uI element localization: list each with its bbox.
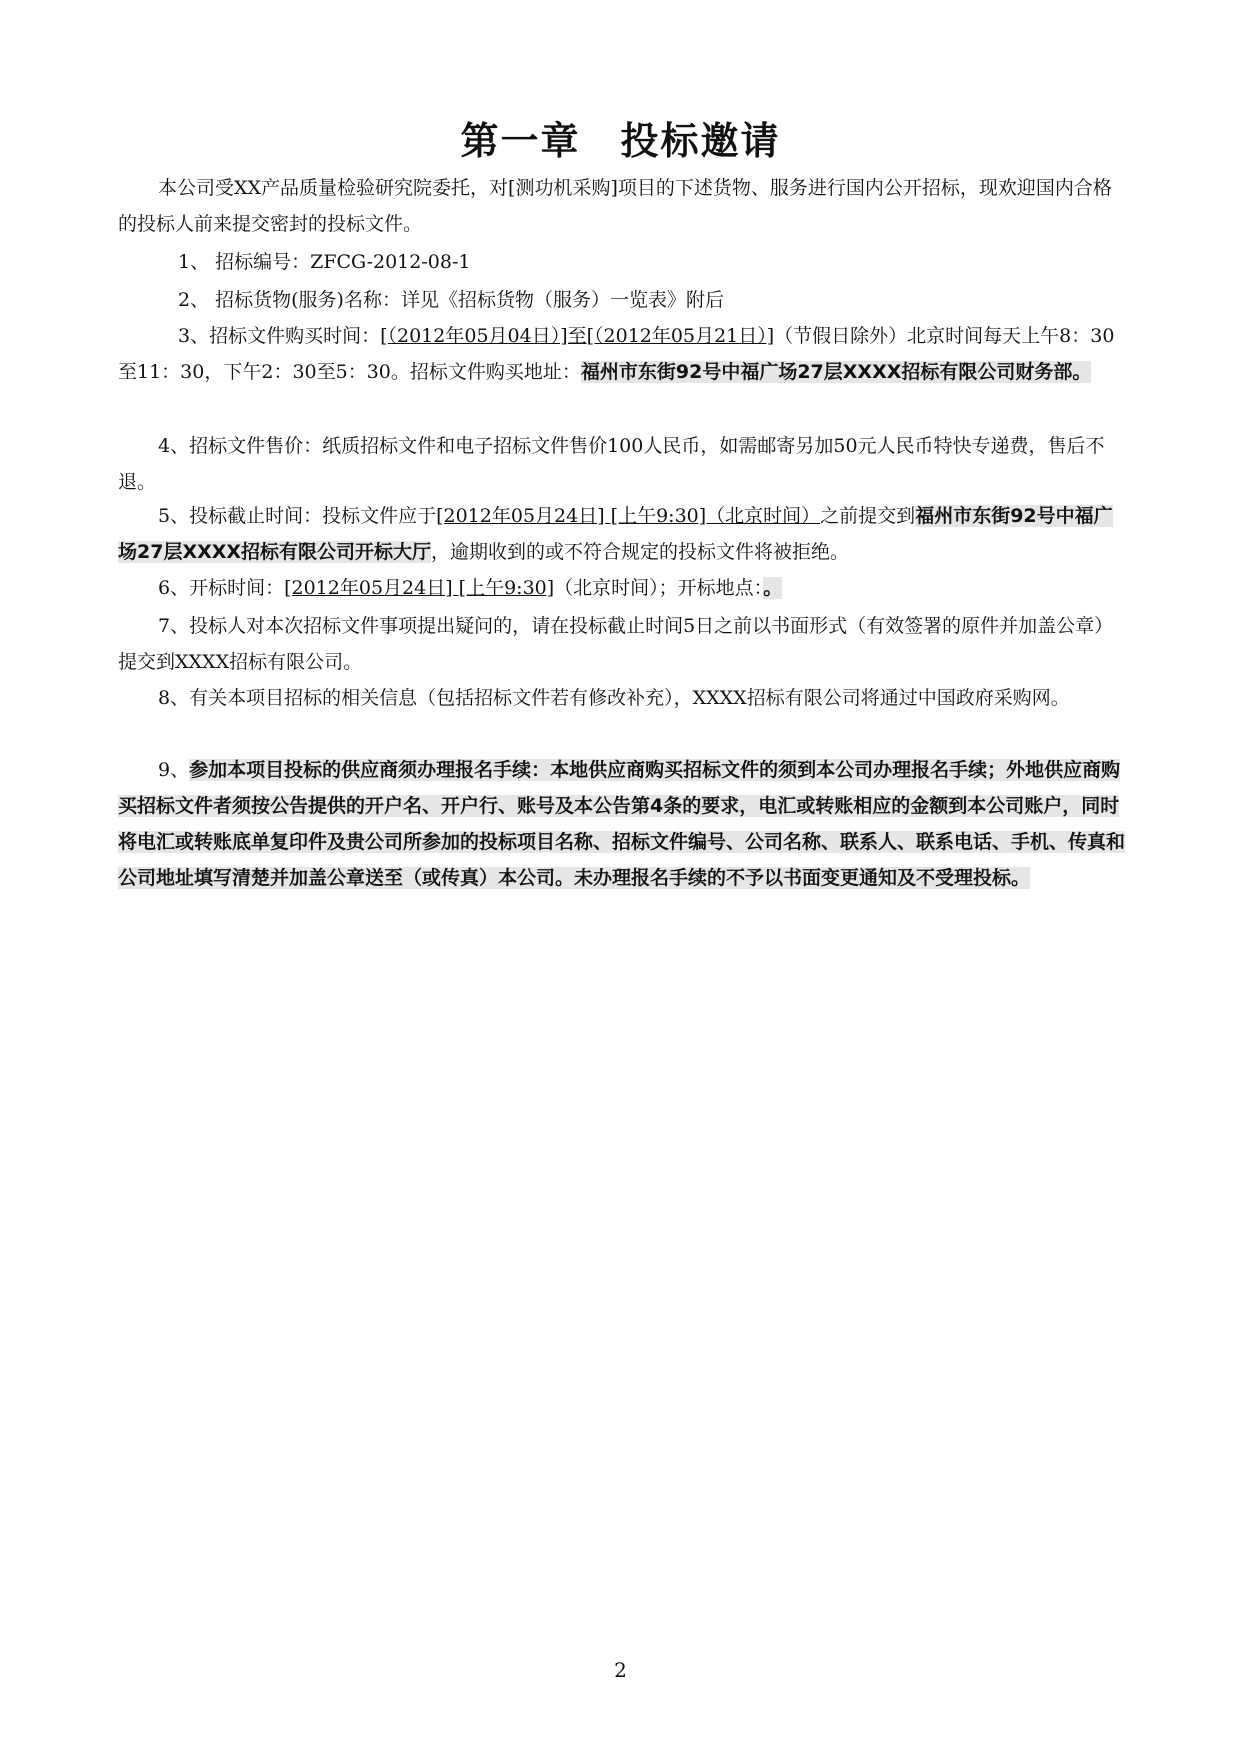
item-5: [118, 498, 1128, 570]
item-5-label: 5、投标截止时间：投标文件应于: [158, 505, 437, 527]
item-5-text: 之前提交到: [820, 505, 916, 527]
item-8: 8、有关本项目招标的相关信息（包括招标文件若有修改补充），XXXX招标有限公司将通过中国政府采购网。: [158, 687, 1070, 709]
item-9-number: 9、: [158, 759, 190, 781]
item-5-tail: ，逾期收到的或不符合规定的投标文件将被拒绝。: [431, 541, 850, 563]
item-3: [118, 318, 1128, 390]
item-2: 2、 招标货物(服务)名称：详见《招标货物（服务）一览表》附后: [178, 289, 724, 311]
item-9: [118, 752, 1128, 896]
item-4: 4、招标文件售价：纸质招标文件和电子招标文件售价100人民币，如需邮寄另加50元人民币特快专递费，售后不退。: [118, 435, 1105, 493]
item-3-text: （节假日除外）北京时间每天上午8：30至11：30，下午2：30至5：30。招标文件购买地址：: [118, 325, 1115, 383]
submission-address: 福州市东街92号中福广场27层XXXX招标有限公司开标大厅: [118, 505, 1113, 563]
page-number: 2: [614, 1658, 627, 1682]
purchase-date-range: [（2012年05月04日）]至[（2012年05月21日）]: [380, 325, 775, 347]
item-7: 7、投标人对本次招标文件事项提出疑问的，请在投标截止时间5日之前以书面形式（有效签署的原件并加盖公章）提交到XXXX招标有限公司。: [118, 615, 1114, 673]
chapter-title: 投标邀请: [620, 119, 781, 163]
registration-requirements: 参加本项目投标的供应商须办理报名手续：本地供应商购买招标文件的须到本公司办理报名手续；外地供应商购买招标文件者须按公告提供的开户名、开户行、账号及本公告第4条的要求，电汇或转账相应的金额到本公司账户，同时将电汇或转账底单复印件及贵公司所参加的投标项目名称、招标文件编号、公司名称、联系人、联系电话、手机、传真和公司地址填写清楚并加盖公章送至（或传真）本公司。未办理报名手续的不予以书面变更通知及不受理投标。: [118, 759, 1126, 889]
item-6-label: 6、开标时间：: [158, 577, 285, 599]
deadline-date: [2012年05月24日] [上午9:30]（北京时间）: [436, 505, 821, 527]
intro-paragraph: 本公司受XX产品质量检验研究院委托，对[测功机采购]项目的下述货物、服务进行国内公开招标，现欢迎国内合格的投标人前来提交密封的投标文件。: [118, 177, 1112, 235]
item-6-text: （北京时间）；开标地点：: [554, 577, 764, 599]
item-1: 1、 招标编号：ZFCG-2012-08-1: [178, 251, 471, 273]
item-6: [118, 570, 1128, 606]
item-3-label: 3、招标文件购买时间：: [178, 325, 381, 347]
opening-date: [2012年05月24日] [上午9:30]: [284, 577, 555, 599]
purchase-address: 福州市东街92号中福广场27层XXXX招标有限公司财务部。: [580, 361, 1092, 383]
chapter-label: 第一章: [460, 119, 581, 163]
opening-location: 。: [763, 577, 783, 599]
page-title: [0, 110, 1241, 165]
